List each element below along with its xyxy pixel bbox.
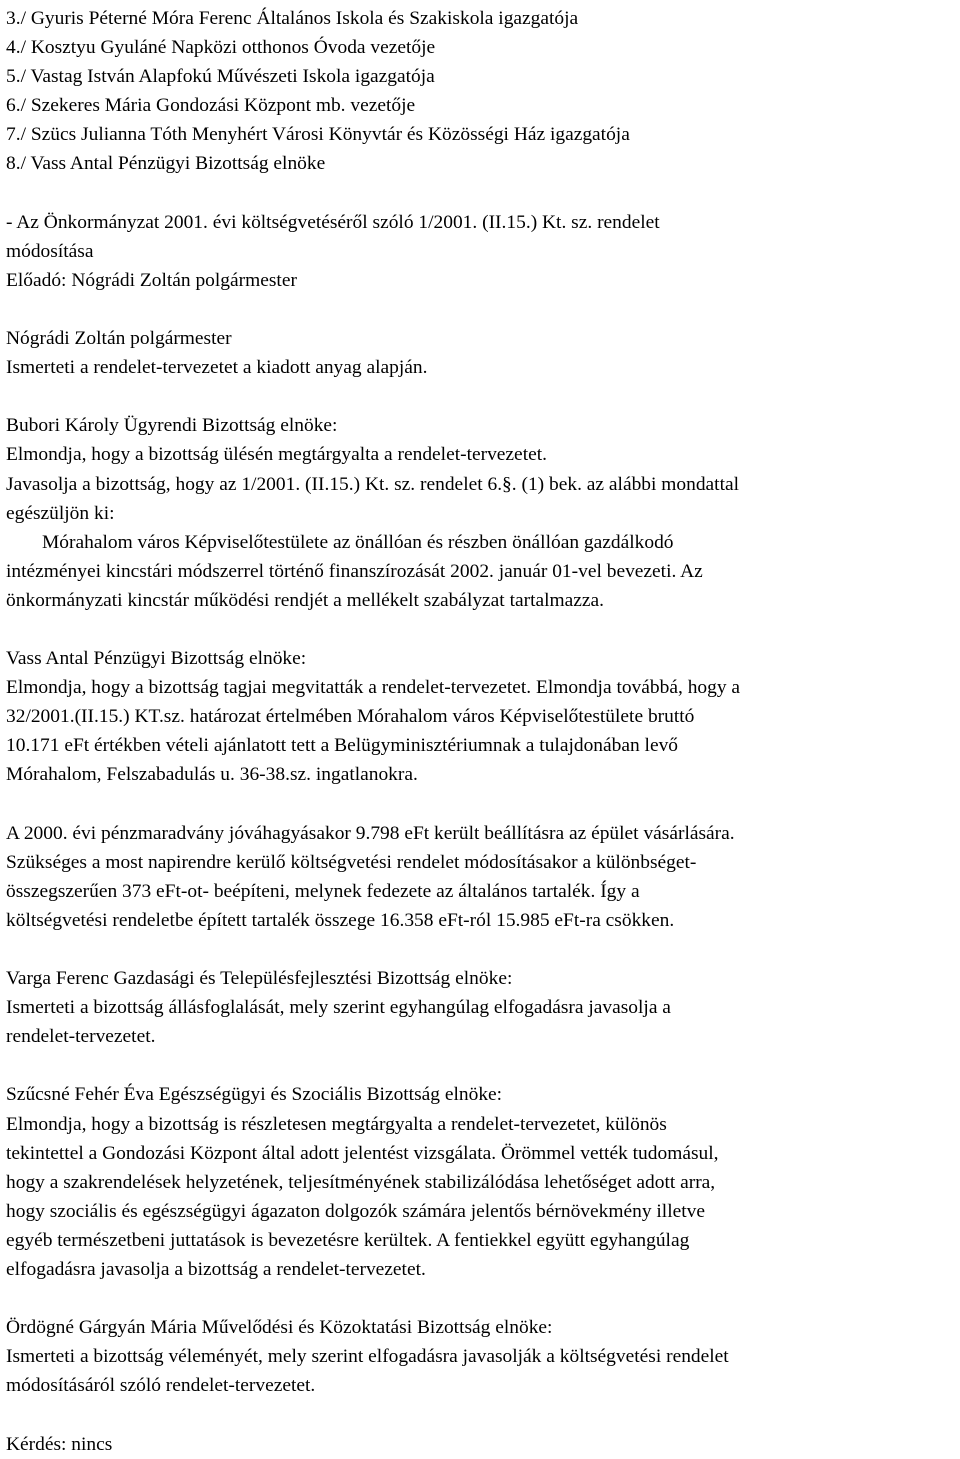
paragraph-line: A 2000. évi pénzmaradvány jóváhagyásakor 9.798 eFt került beállításra az épület vásárlására. bbox=[6, 822, 735, 844]
paragraph-line: Elmondja, hogy a bizottság ülésén megtárgyalta a rendelet-tervezetet. bbox=[6, 444, 547, 466]
section-ordogne bbox=[6, 1313, 956, 1400]
paragraph-line: Javasolja a bizottság, hogy az 1/2001. (II.15.) Kt. sz. rendelet 6.§. (1) bek. az alábbi mondattal bbox=[6, 473, 739, 495]
speaker-name: Varga Ferenc Gazdasági és Településfejlesztési Bizottság elnöke: bbox=[6, 968, 513, 990]
paragraph-line: Ismerteti a bizottság állásfoglalását, mely szerint egyhangúlag elfogadásra javasolja a bbox=[6, 997, 671, 1019]
speaker-name: Szűcsné Fehér Éva Egészségügyi és Szociális Bizottság elnöke: bbox=[6, 1084, 503, 1106]
paragraph-line: Mórahalom város Képviselőtestülete az önállóan és részben önállóan gazdálkodó bbox=[42, 531, 674, 553]
questions-line: Kérdés: nincs bbox=[6, 1433, 113, 1455]
paragraph-line: Elmondja, hogy a bizottság tagjai megvitatták a rendelet-tervezetet. Elmondja továbbá, hogy a bbox=[6, 677, 741, 699]
attendee-item: 5./ Vastag István Alapfokú Művészeti Iskola igazgatója bbox=[6, 66, 435, 88]
document-page bbox=[6, 4, 956, 1459]
attendee-item: 3./ Gyuris Péterné Móra Ferenc Általános Iskola és Szakiskola igazgatója bbox=[6, 8, 579, 29]
section-bubori bbox=[6, 411, 956, 615]
paragraph-line: tekintettel a Gondozási Központ által adott jelentést vizsgálata. Örömmel vették tudomásul, bbox=[6, 1142, 719, 1164]
paragraph-line: 32/2001.(II.15.) KT.sz. határozat értelmében Mórahalom város Képviselőtestülete bruttó bbox=[6, 706, 695, 728]
section-varga bbox=[6, 964, 956, 1051]
paragraph-line: egyéb természetbeni juttatások is bevezetésre kerültek. A fentiekkel együtt egyhangúlag bbox=[6, 1229, 690, 1251]
agenda-item bbox=[6, 208, 956, 295]
attendee-item: 4./ Kosztyu Gyuláné Napközi otthonos Óvoda vezetője bbox=[6, 37, 436, 59]
agenda-presenter: Előadó: Nógrádi Zoltán polgármester bbox=[6, 269, 297, 291]
spacer bbox=[6, 1051, 956, 1080]
paragraph-line: hogy szociális és egészségügyi ágazaton dolgozók számára jelentős bérnövekmény illetve bbox=[6, 1200, 705, 1222]
paragraph-line: hogy a szakrendelések helyzetének, teljesítményének stabilizálódása lehetőséget adott arra, bbox=[6, 1171, 716, 1193]
section-szucsne bbox=[6, 1080, 956, 1284]
paragraph-line: Ismerteti a rendelet-tervezetet a kiadott anyag alapján. bbox=[6, 357, 428, 379]
paragraph-line: egészüljön ki: bbox=[6, 502, 115, 524]
paragraph-line: önkormányzati kincstár működési rendjét a mellékelt szabályzat tartalmazza. bbox=[6, 589, 604, 611]
speaker-name: Bubori Károly Ügyrendi Bizottság elnöke: bbox=[6, 415, 338, 437]
spacer bbox=[6, 615, 956, 644]
section-mayor bbox=[6, 324, 956, 382]
attendee-item: 8./ Vass Antal Pénzügyi Bizottság elnöke bbox=[6, 153, 326, 175]
spacer bbox=[6, 790, 956, 819]
spacer bbox=[6, 1401, 956, 1430]
agenda-title-line: - Az Önkormányzat 2001. évi költségvetéséről szóló 1/2001. (II.15.) Kt. sz. rendelet bbox=[6, 211, 660, 233]
paragraph-line: összegszerűen 373 eFt-ot- beépíteni, melynek fedezete az általános tartalék. Így a bbox=[6, 880, 640, 902]
section-vass bbox=[6, 644, 956, 935]
paragraph-line: módosításáról szóló rendelet-tervezetet. bbox=[6, 1375, 316, 1397]
spacer bbox=[6, 179, 956, 208]
paragraph-line: rendelet-tervezetet. bbox=[6, 1026, 156, 1048]
paragraph-line: Szükséges a most napirendre kerülő költségvetési rendelet módosításakor a különbséget- bbox=[6, 851, 697, 873]
spacer bbox=[6, 382, 956, 411]
attendee-item: 6./ Szekeres Mária Gondozási Központ mb. vezetője bbox=[6, 95, 416, 117]
spacer bbox=[6, 295, 956, 324]
speaker-name: Nógrádi Zoltán polgármester bbox=[6, 328, 232, 350]
paragraph-line: Ismerteti a bizottság véleményét, mely szerint elfogadásra javasolják a költségvetési rendelet bbox=[6, 1346, 729, 1368]
speaker-name: Vass Antal Pénzügyi Bizottság elnöke: bbox=[6, 648, 307, 670]
speaker-name: Ördögné Gárgyán Mária Művelődési és Közoktatási Bizottság elnöke: bbox=[6, 1317, 553, 1339]
paragraph-line: Mórahalom, Felszabadulás u. 36-38.sz. ingatlanokra. bbox=[6, 764, 418, 786]
paragraph-line: intézményei kincstári módszerrel történő finanszírozását 2002. január 01-vel bevezeti. Az bbox=[6, 560, 703, 582]
paragraph-line: 10.171 eFt értékben vételi ajánlatott tett a Belügyminisztériumnak a tulajdonában levő bbox=[6, 735, 679, 757]
attendee-item: 7./ Szücs Julianna Tóth Menyhért Városi Könyvtár és Közösségi Ház igazgatója bbox=[6, 124, 630, 146]
attendee-list bbox=[6, 4, 956, 179]
paragraph-line: költségvetési rendeletbe épített tartalék összege 16.358 eFt-ról 15.985 eFt-ra csökken. bbox=[6, 909, 675, 931]
spacer bbox=[6, 1284, 956, 1313]
paragraph-line: Elmondja, hogy a bizottság is részletesen megtárgyalta a rendelet-tervezetet, különös bbox=[6, 1113, 667, 1135]
spacer bbox=[6, 935, 956, 964]
agenda-title-line: módosítása bbox=[6, 240, 94, 262]
paragraph-line: elfogadásra javasolja a bizottság a rendelet-tervezetet. bbox=[6, 1259, 426, 1281]
